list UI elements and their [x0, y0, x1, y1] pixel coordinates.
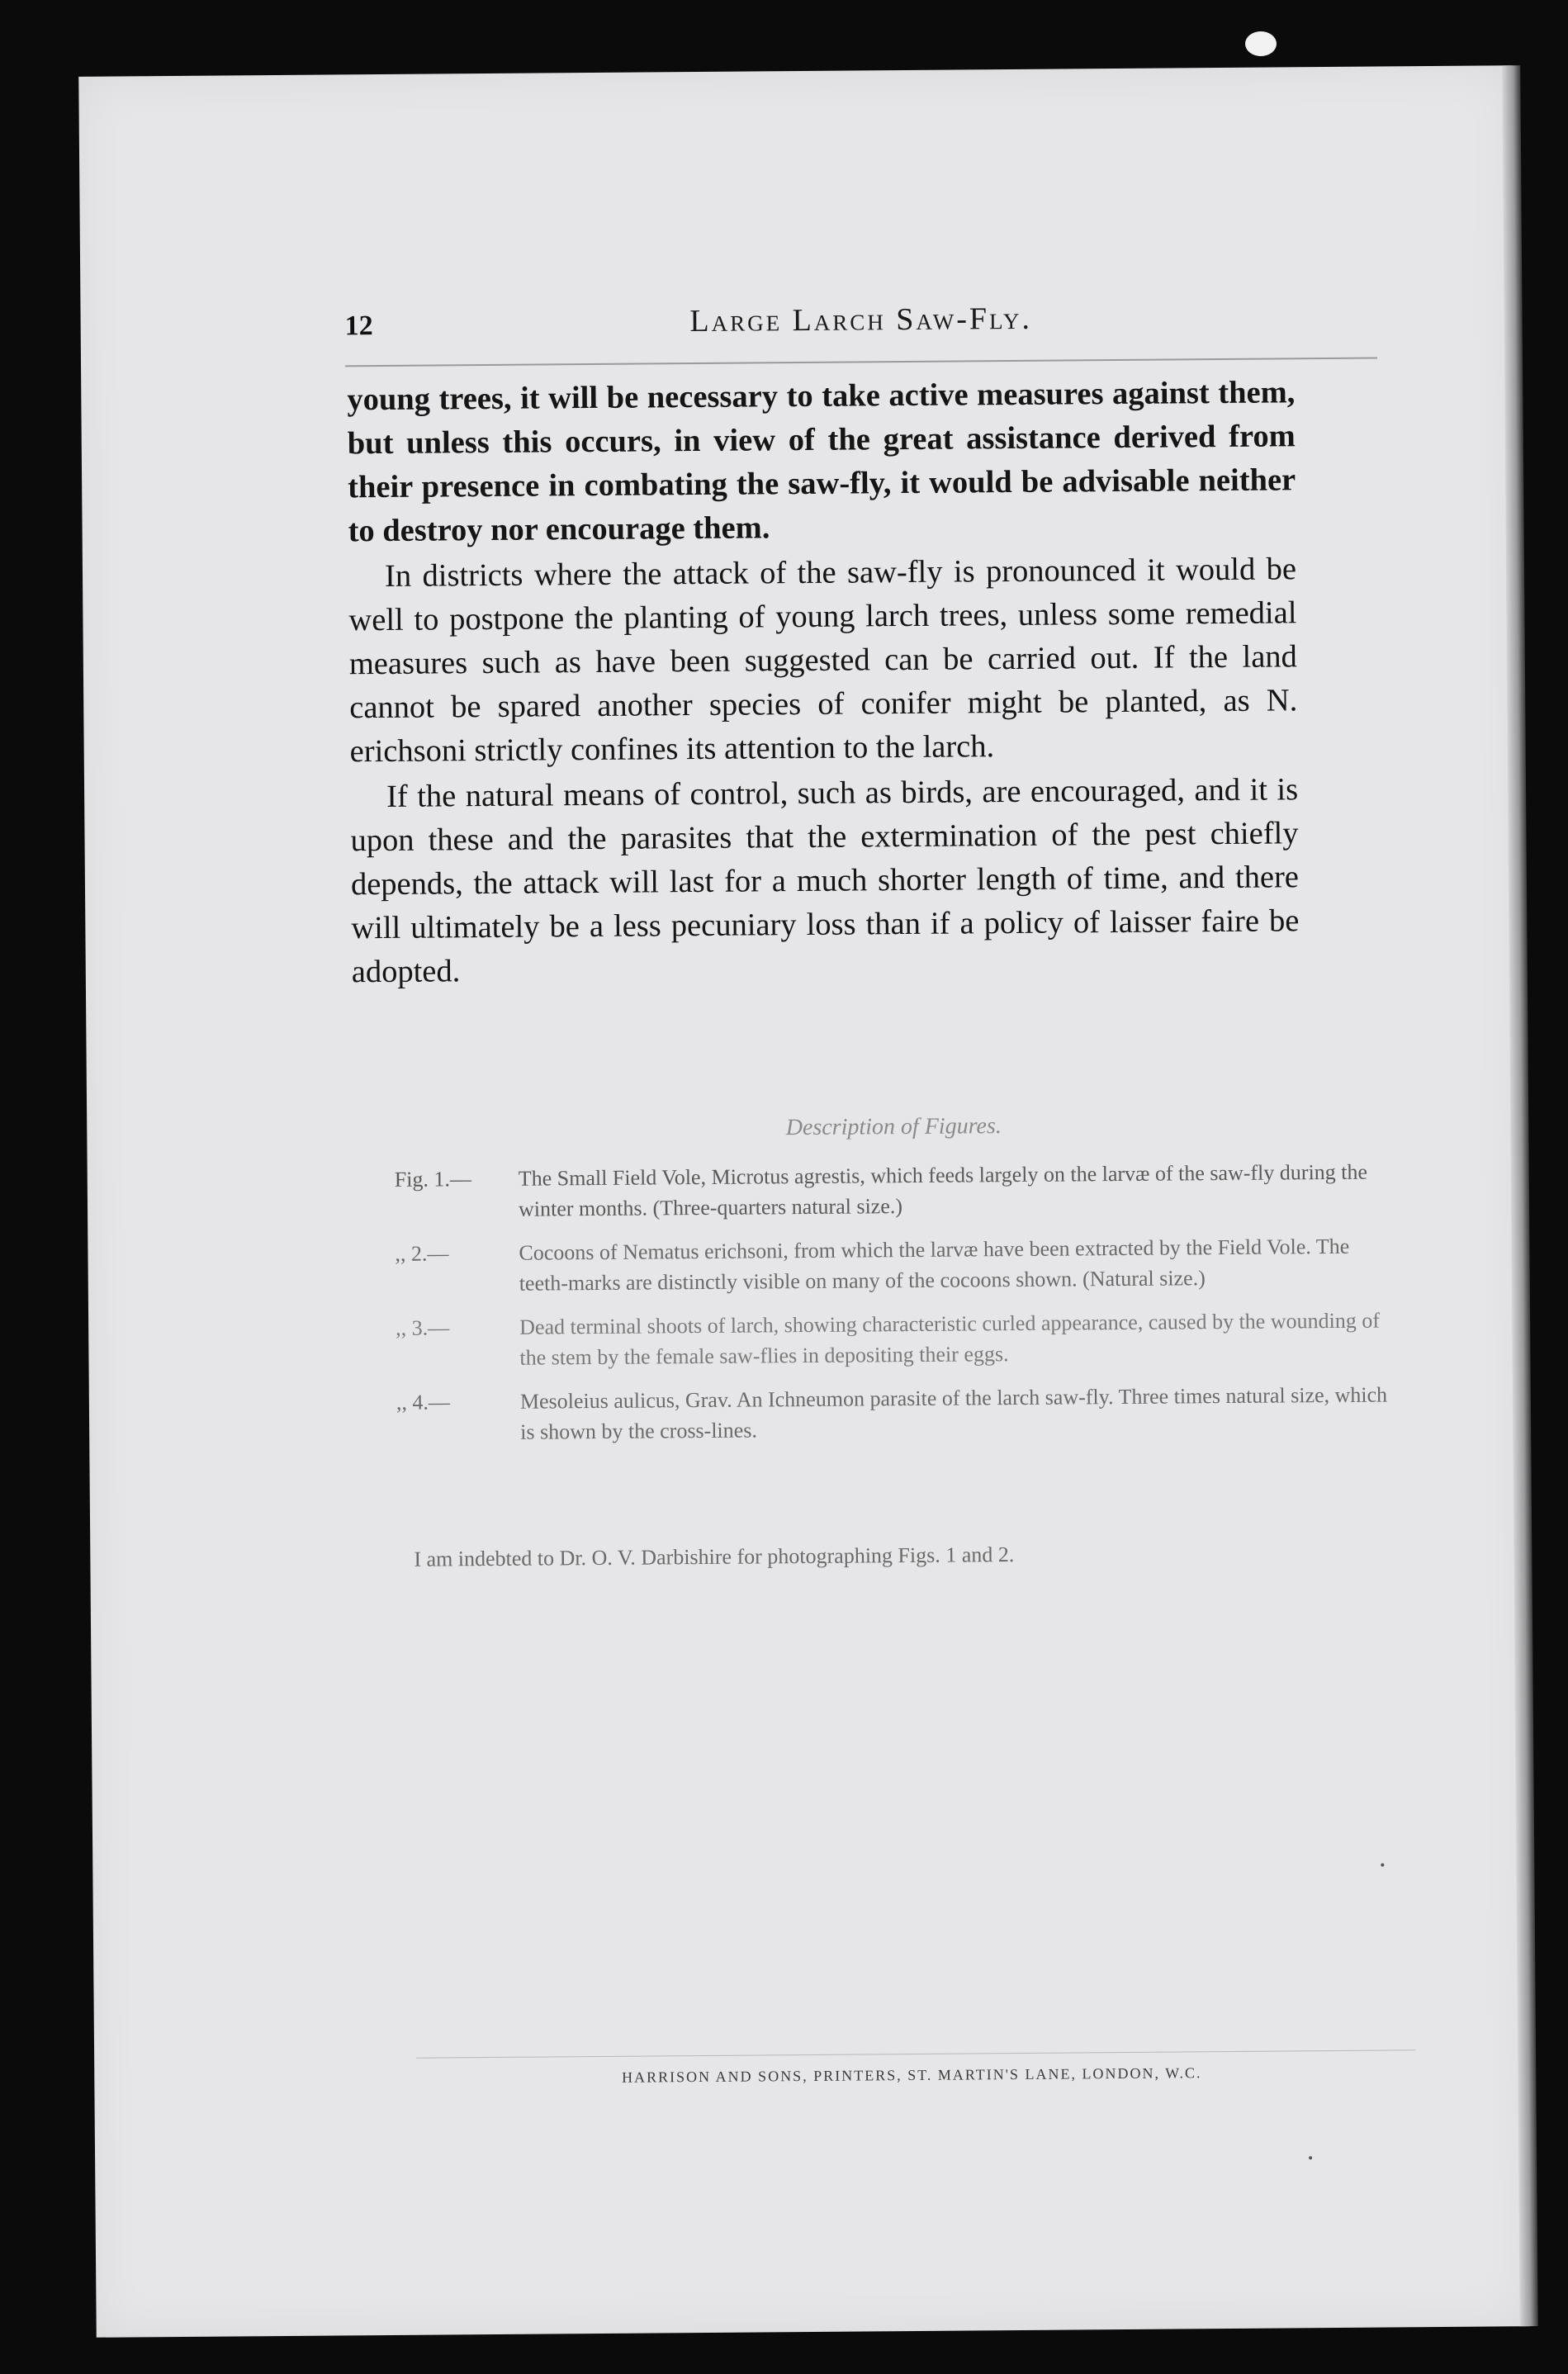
paragraph: young trees, it will be necessary to take active measures against them, but unless this occurs, in view of the great assistance derived from their presence in combating the saw-fly, it would be advisable neither to destroy nor encourage them. [347, 375, 1296, 549]
running-head: Large Larch Saw-Fly. [689, 301, 1033, 339]
figure-caption-text: Dead terminal shoots of larch, showing characteristic curled appearance, caused by the wounding of the stem by the female saw-flies in depositing their eggs. [519, 1308, 1381, 1370]
body-text [347, 371, 1300, 994]
figure-caption-text: Cocoons of Nematus erichsoni, from which the larvæ have been extracted by the Field Vole. The teeth-marks are distinctly visible on many of the cocoons shown. (Natural size.) [519, 1234, 1350, 1296]
header-rule [345, 358, 1377, 367]
paragraph: In districts where the attack of the saw-fly is pronounced it would be well to postpone the planting of young larch trees, unless some remedial measures such as have been suggested can be carried out. If the land cannot be spared another species of conifer might be planted, as N. erichsoni strictly confines its attention to the larch. [348, 552, 1298, 770]
paragraph: If the natural means of control, such as birds, are encouraged, and it is upon these and the parasites that the extermination of the pest chiefly depends, the attack will last for a much shorter length of time, and there will ultimately be a less pecuniary loss than if a policy of laisser faire be adopted. [350, 772, 1300, 990]
document-page [78, 65, 1529, 2338]
figure-caption [396, 1305, 1395, 1374]
page-number: 12 [344, 310, 373, 342]
figure-descriptions-title: Description of Figures. [785, 1113, 1002, 1141]
figure-label: ,, 3.— [396, 1315, 450, 1340]
figure-label: ,, 2.— [395, 1241, 449, 1266]
figure-caption [395, 1230, 1395, 1300]
figure-caption-text: The Small Field Vole, Microtus agrestis, which feeds largely on the larvæ of the saw-fly during the winter months. (Three-quarters natural size.) [518, 1159, 1368, 1221]
page-edge [1502, 65, 1538, 2326]
figure-caption [396, 1379, 1396, 1448]
speck [1381, 1864, 1384, 1867]
printer-imprint: HARRISON AND SONS, PRINTERS, ST. MARTIN'S LANE, LONDON, W.C. [622, 2064, 1202, 2086]
page-header [344, 298, 1376, 356]
figure-caption [395, 1156, 1395, 1225]
speck [1309, 2156, 1312, 2159]
scan-artifact [1245, 31, 1277, 56]
footer-rule [416, 2049, 1415, 2059]
acknowledgement: I am indebted to Dr. O. V. Darbishire for photographing Figs. 1 and 2. [414, 1542, 1015, 1571]
figure-label: Fig. 1.— [394, 1167, 472, 1192]
figure-label: ,, 4.— [396, 1390, 451, 1414]
figure-caption-text: Mesoleius aulicus, Grav. An Ichneumon parasite of the larch saw-fly. Three times natural size, which is shown by the cross-lines. [519, 1382, 1388, 1444]
figure-descriptions [394, 1110, 1395, 1461]
